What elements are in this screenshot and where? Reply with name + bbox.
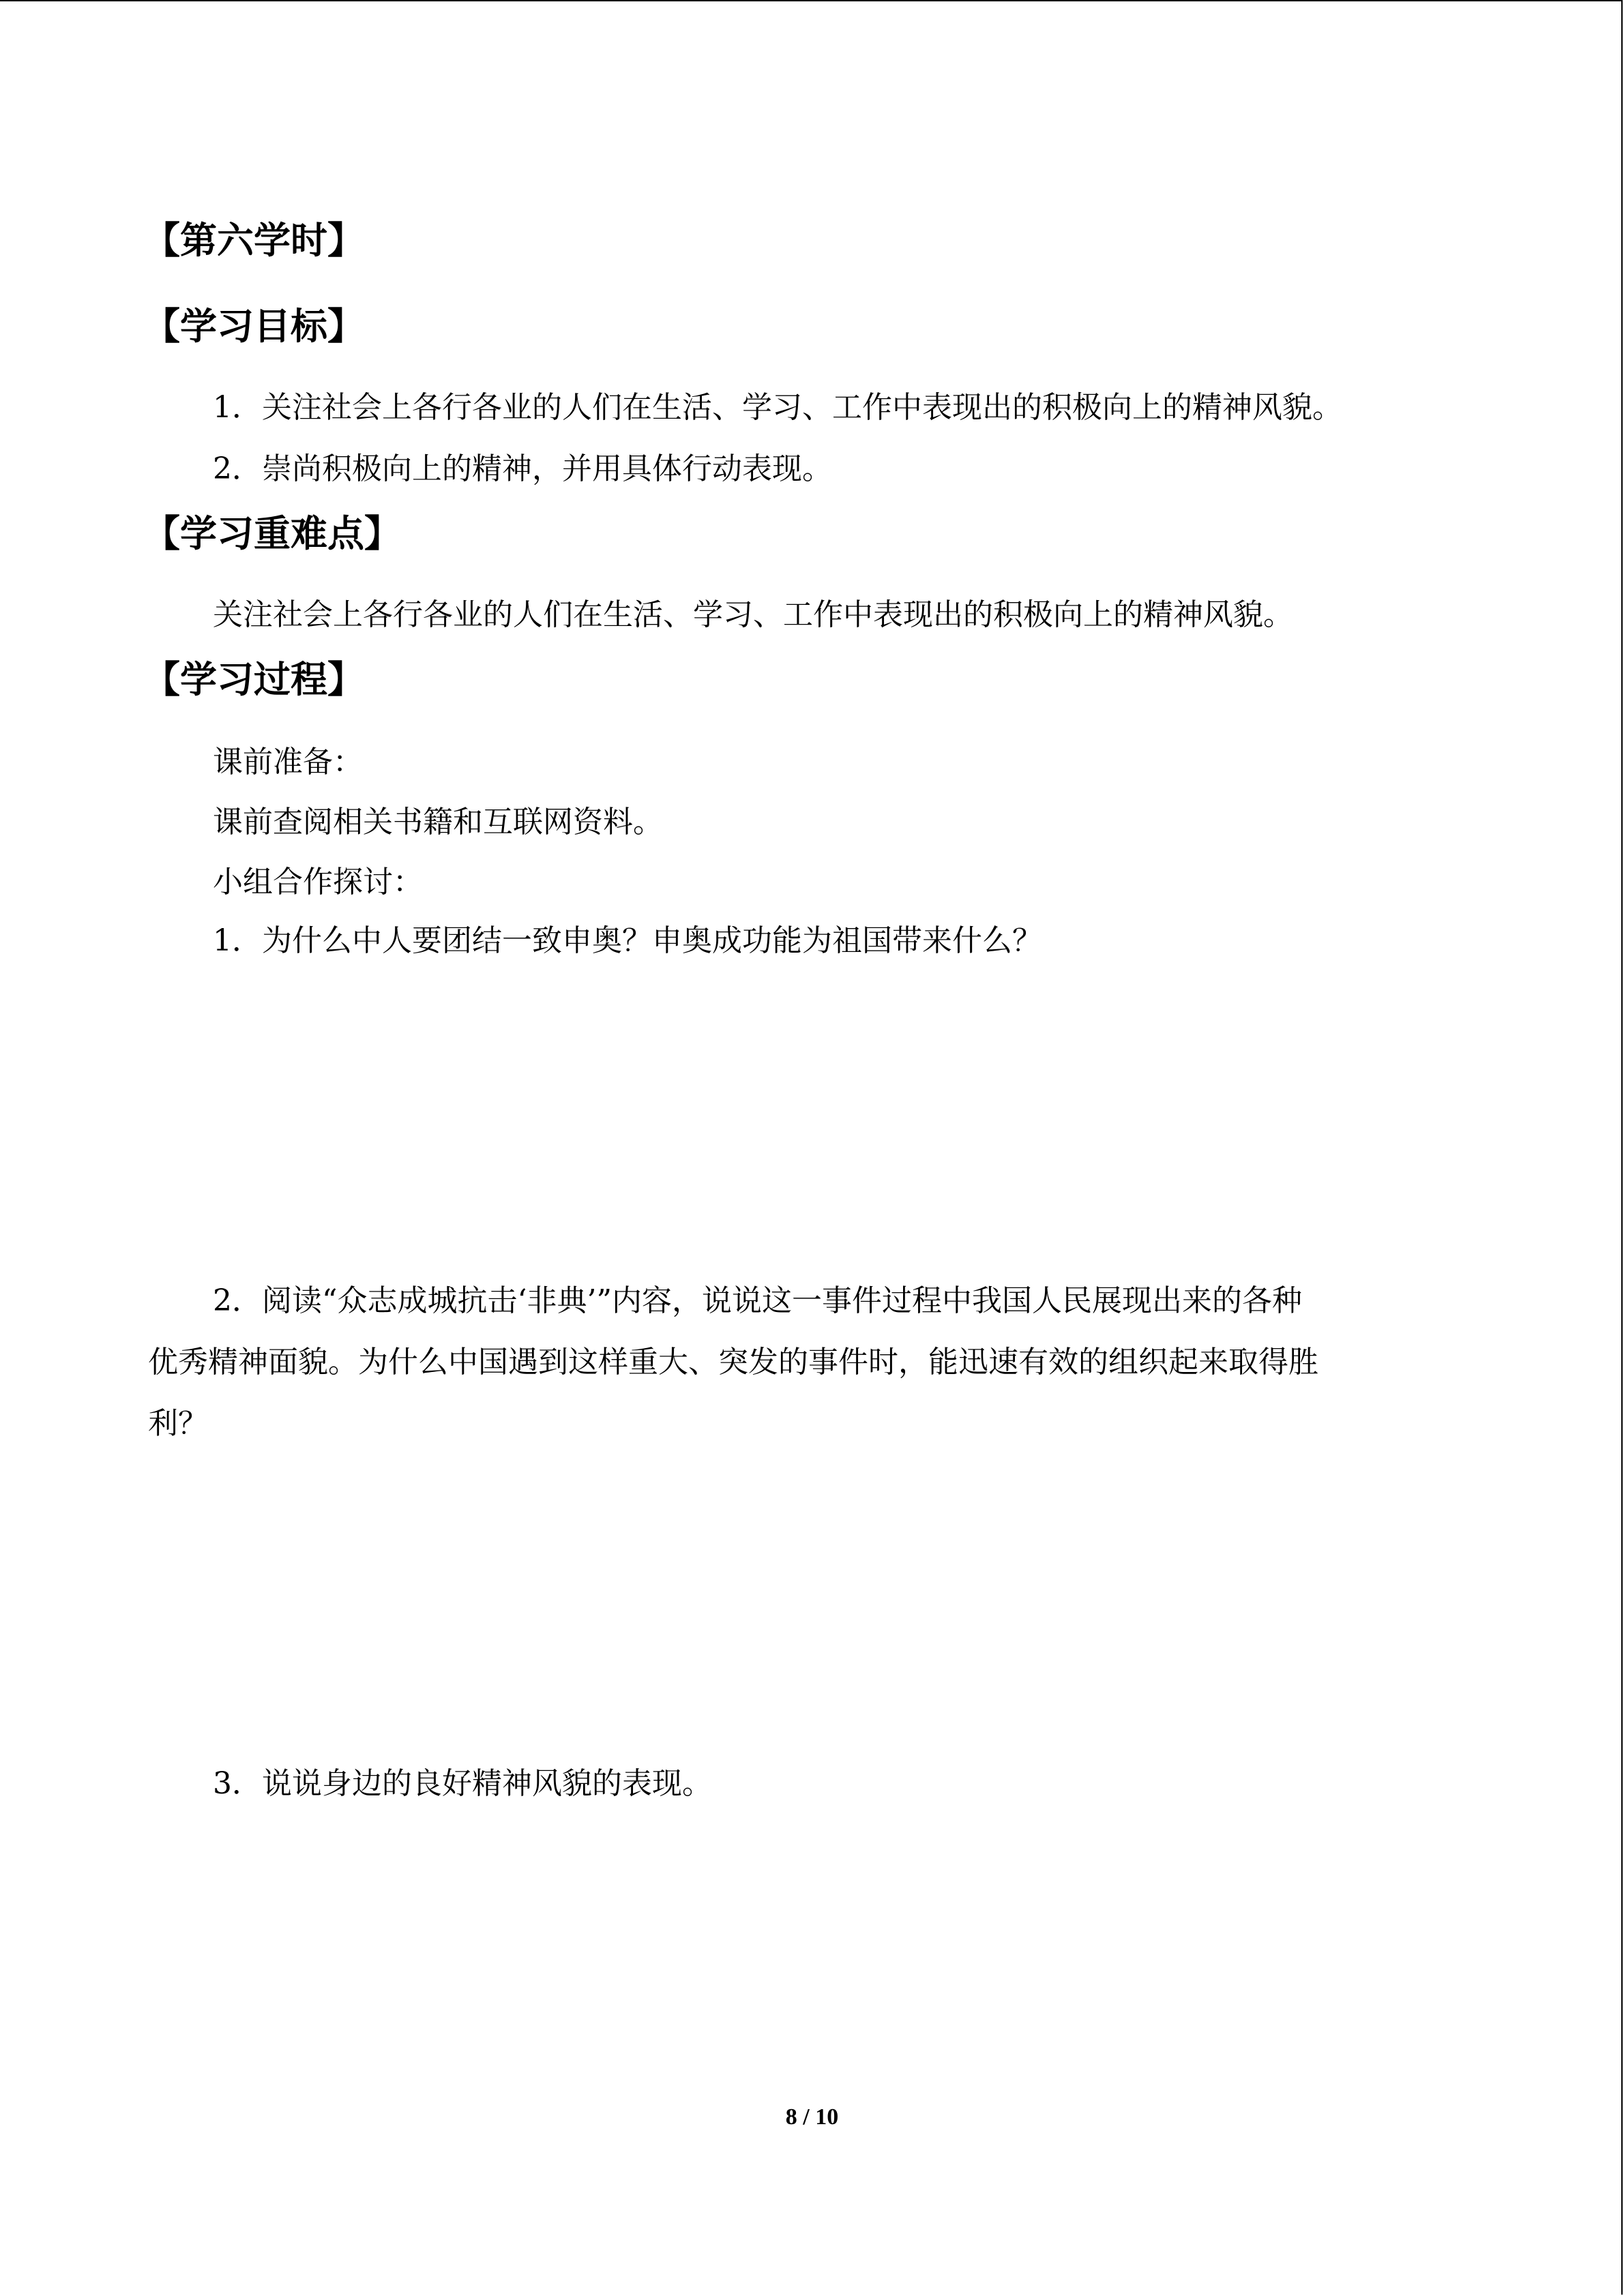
key-points-text: 关注社会上各行各业的人们在生活、学习、工作中表现出的积极向上的精神风貌。 xyxy=(213,597,1293,632)
lesson-title: 【第六学时】 xyxy=(143,219,364,262)
question-2-line-1: 2．阅读“众志成城抗击‘非典’”内容，说说这一事件过程中我国人民展现出来的各种 xyxy=(213,1283,1302,1318)
prep-label: 课前准备： xyxy=(213,745,363,779)
objective-item-1: 1．关注社会上各行各业的人们在生活、学习、工作中表现出的积极向上的精神风貌。 xyxy=(213,390,1342,425)
process-heading: 【学习过程】 xyxy=(143,658,364,701)
objective-item-2: 2．崇尚积极向上的精神，并用具体行动表现。 xyxy=(213,451,832,486)
question-2-line-3: 利？ xyxy=(148,1406,208,1441)
question-3: 3．说说身边的良好精神风貌的表现。 xyxy=(213,1766,712,1801)
question-2-line-2: 优秀精神面貌。为什么中国遇到这样重大、突发的事件时，能迅速有效的组织起来取得胜 xyxy=(148,1345,1318,1380)
question-1: 1．为什么中人要团结一致申奥？申奥成功能为祖国带来什么？ xyxy=(213,923,1042,958)
prep-text: 课前查阅相关书籍和互联网资料。 xyxy=(213,805,663,839)
key-points-heading: 【学习重难点】 xyxy=(143,512,401,555)
page-number: 8 / 10 xyxy=(785,2104,839,2130)
group-discussion-label: 小组合作探讨： xyxy=(213,865,423,899)
objectives-heading: 【学习目标】 xyxy=(143,305,364,348)
